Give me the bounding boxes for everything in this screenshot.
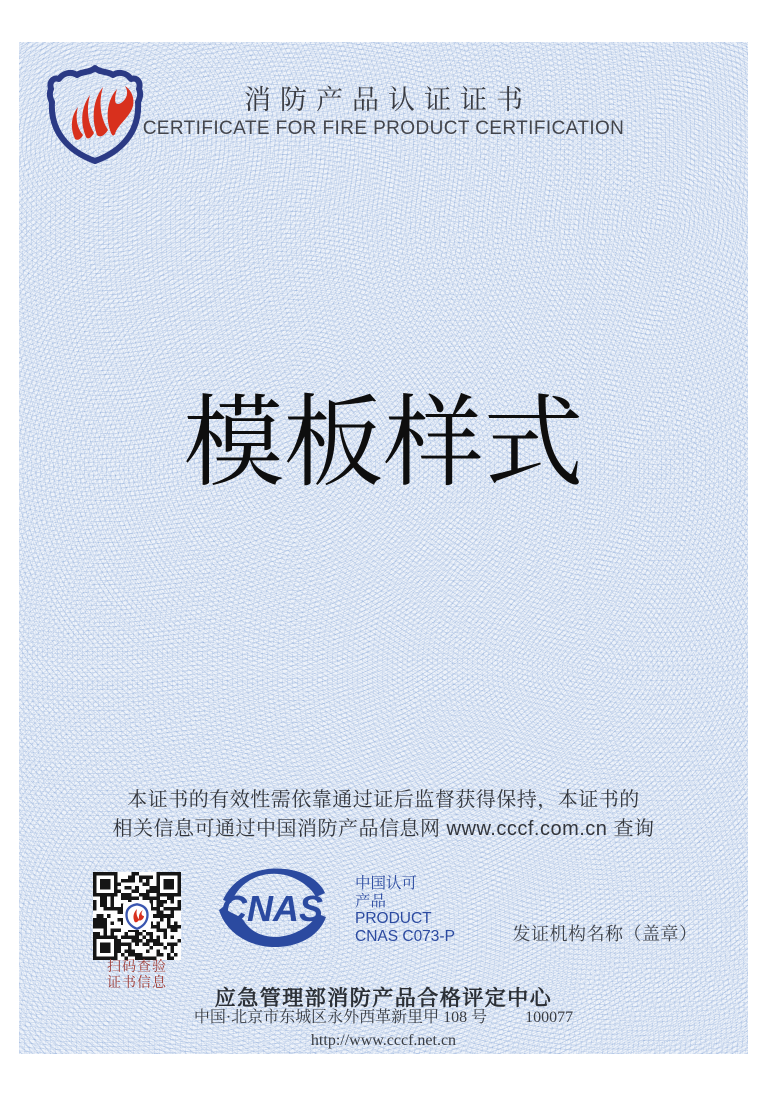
cnas-logo (217, 866, 327, 950)
footer-address: 中国·北京市东城区永外西革新里甲 108 号 (193, 1009, 488, 1026)
mini-fire-shield-icon (123, 872, 151, 960)
issuer-stamp-label: 发证机构名称（盖章） (512, 924, 698, 944)
validity-notice-line2: 相关信息可通过中国消防产品信息网 www.cccf.com.cn 查询 (112, 818, 655, 840)
certificate-title-en: CERTIFICATE FOR FIRE PRODUCT CERTIFICATION (142, 118, 625, 139)
qr-caption-line1: 扫码查验 (107, 958, 167, 974)
certificate-paper (19, 42, 748, 1054)
cnas-accreditation-text (355, 875, 455, 945)
cnas-line-product-cn: 产品 (355, 892, 387, 910)
footer-postcode: 100077 (525, 1009, 574, 1026)
cnas-line-code: CNAS C073-P (355, 927, 455, 945)
footer-address-line (19, 1008, 748, 1028)
verification-qr-code (93, 872, 181, 960)
validity-notice (19, 786, 748, 844)
cnas-logo-text: CNAS (220, 888, 324, 929)
validity-notice-line1: 本证书的有效性需依靠通过证后监督获得保持，本证书的 (127, 789, 640, 811)
footer-url: http://www.cccf.net.cn (310, 1032, 457, 1049)
cnas-line-product-en: PRODUCT (355, 910, 432, 927)
cnas-ellipse-icon (217, 866, 327, 950)
template-watermark: 模板样式 (183, 387, 584, 499)
qr-center-emblem (123, 902, 151, 930)
certificate-title-cn: 消防产品认证证书 (244, 85, 532, 115)
qr-caption-line2: 证书信息 (107, 974, 167, 990)
footer-org-name: 应急管理部消防产品合格评定中心 (214, 986, 553, 1010)
cnas-line-china-accredited: 中国认可 (355, 875, 418, 892)
